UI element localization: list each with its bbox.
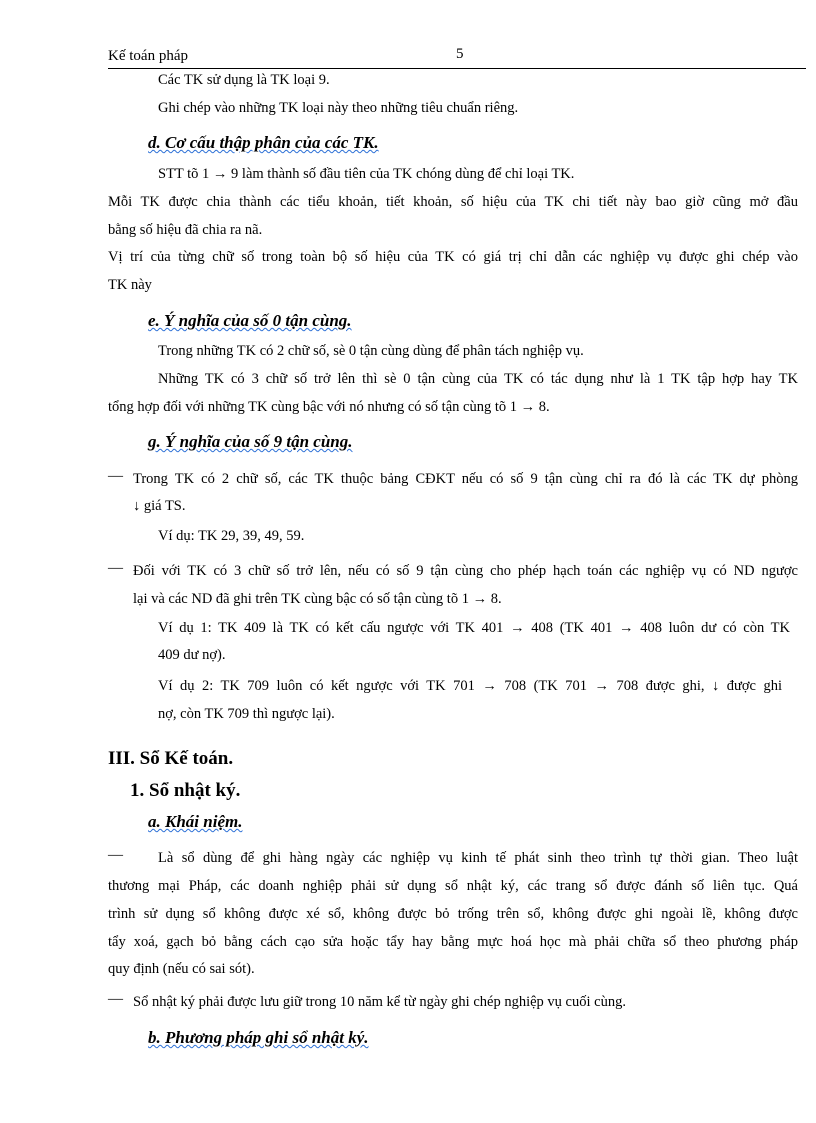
paragraph-line: Trong những TK có 2 chữ số, sè 0 tận cùng dùng để phân tách nghiệp vụ. [158, 343, 584, 359]
page-header [108, 48, 806, 69]
paragraph-line: ↓ giá TS. [133, 498, 186, 514]
section-heading-a: a. Khái niệm. [148, 812, 243, 831]
list-dash: — [108, 991, 123, 1007]
paragraph-line: Trong TK có 2 chữ số, các TK thuộc bảng CĐKT nếu có số 9 tận cùng chỉ ra đó là các TK dự phòng [133, 471, 798, 487]
paragraph-line: thương mại Pháp, các doanh nghiệp phải sử dụng sổ nhật ký, các trang sổ được đánh số liên tục. Quá [108, 878, 798, 894]
paragraph-line: Ghi chép vào những TK loại này theo những tiêu chuẩn riêng. [158, 100, 519, 116]
paragraph-line: Các TK sử dụng là TK loại 9. [158, 72, 330, 88]
paragraph-line: Mỗi TK được chia thành các tiểu khoản, tiết khoản, số hiệu của TK chi tiết này bao giờ cũng mở đầu [108, 194, 798, 210]
paragraph-line: STT tõ 1 → 9 làm thành số đầu tiên của TK chóng dùng để chỉ loại TK. [158, 166, 575, 182]
paragraph-line: Đối với TK có 3 chữ số trở lên, nếu có số 9 tận cùng cho phép hạch toán các nghiệp vụ có ND ngược [133, 563, 798, 579]
paragraph-line: Sổ nhật ký phải được lưu giữ trong 10 năm kể từ ngày ghi chép nghiệp vụ cuối cùng. [133, 994, 626, 1010]
paragraph-line: nợ, còn TK 709 thì ngược lại). [158, 706, 335, 722]
paragraph-line: quy định (nếu có sai sót). [108, 961, 255, 977]
paragraph-line: Ví dụ: TK 29, 39, 49, 59. [158, 528, 305, 544]
paragraph-line: trình sử dụng sổ không được xé sổ, không được bỏ trống trên sổ, không được ghi ngoài lề, không được [108, 906, 798, 922]
paragraph-line: Ví dụ 1: TK 409 là TK có kết cấu ngược với TK 401 → 408 (TK 401 → 408 luôn dư có còn TK [158, 620, 790, 636]
list-dash: — [108, 847, 123, 863]
paragraph-line: Ví dụ 2: TK 709 luôn có kết ngược với TK 701 → 708 (TK 701 → 708 được ghi, ↓ được ghi [158, 678, 782, 694]
paragraph-line: tẩy xoá, gạch bỏ bằng cách cạo sửa hoặc tẩy hay bằng mực hoá học mà phải chữa sổ theo phương pháp [108, 934, 798, 950]
paragraph-line: Vị trí của từng chữ số trong toàn bộ số hiệu của TK có giá trị chỉ dẫn các nghiệp vụ được ghi chép vào [108, 249, 798, 265]
list-dash: — [108, 468, 123, 484]
section-heading-b: b. Phương pháp ghi sổ nhật ký. [148, 1028, 369, 1047]
header-title: Kế toán pháp [108, 48, 188, 64]
list-dash: — [108, 560, 123, 576]
section-title-iii: III. Sổ Kế toán. [108, 748, 234, 769]
subsection-title-1: 1. Sổ nhật ký. [130, 780, 241, 801]
paragraph-line: Những TK có 3 chữ số trở lên thì sè 0 tận cùng của TK có tác dụng như là 1 TK tập hợp hay TK [158, 371, 798, 387]
paragraph-line: tổng hợp đối với những TK cùng bậc với nó nhưng có số tận cùng tõ 1 → 8. [108, 399, 550, 415]
page-number: 5 [456, 46, 464, 62]
paragraph-line: lại và các ND đã ghi trên TK cùng bậc có số tận cùng tõ 1 → 8. [133, 591, 502, 607]
section-heading-d: d. Cơ cấu thập phân của các TK. [148, 133, 379, 152]
paragraph-line: 409 dư nợ). [158, 647, 226, 663]
paragraph-line: bằng số hiệu đã chia ra nã. [108, 222, 263, 238]
section-heading-g: g. Ý nghĩa của số 9 tận cùng. [148, 432, 353, 451]
paragraph-line: TK này [108, 277, 152, 293]
paragraph-line: Là sổ dùng để ghi hàng ngày các nghiệp vụ kinh tế phát sinh theo trình tự thời gian. Theo luật [158, 850, 798, 866]
section-heading-e: e. Ý nghĩa của số 0 tận cùng. [148, 311, 352, 330]
